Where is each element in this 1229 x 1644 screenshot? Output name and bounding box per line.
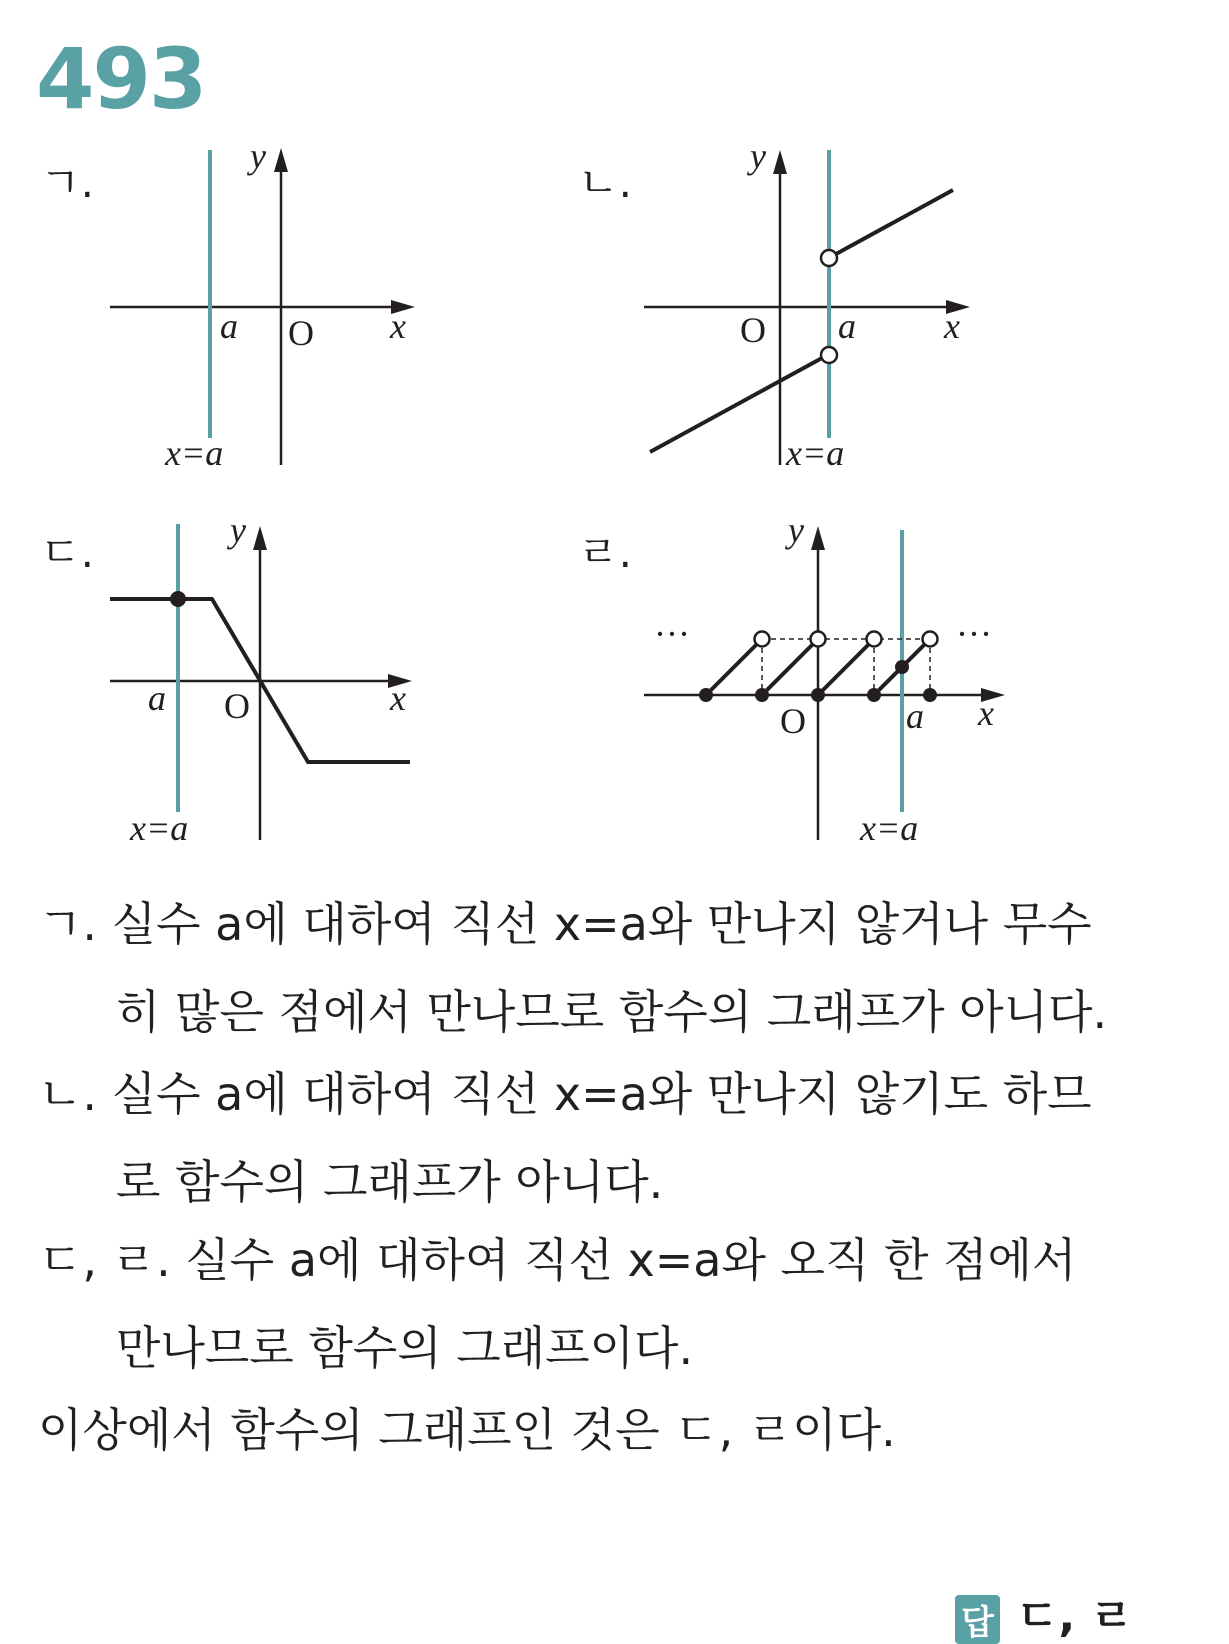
explanation-cd	[38, 1216, 1076, 1392]
conclusion: 이상에서 함수의 그래프인 것은 ㄷ, ㄹ이다.	[38, 1403, 896, 1457]
sawtooth-graph	[706, 644, 925, 695]
y-label: y	[788, 510, 804, 550]
x-label: x	[978, 693, 994, 733]
explanation-a	[38, 880, 1107, 1056]
origin-label: O	[740, 310, 766, 350]
closed-point	[867, 688, 881, 702]
origin-label: O	[288, 313, 314, 353]
explanation-line: 실수 a에 대하여 직선 x=a와 만나지 않거나 무수	[111, 897, 1092, 951]
a-label: a	[148, 678, 166, 718]
closed-point	[811, 688, 825, 702]
ellipsis-left: ···	[654, 614, 690, 654]
x-label: x	[390, 306, 406, 346]
explanation-line: 만나므로 함수의 그래프이다.	[116, 1321, 694, 1375]
explanation-line: 실수 a에 대하여 직선 x=a와 만나지 않기도 하므	[111, 1067, 1092, 1121]
explanation-line: 히 많은 점에서 만나므로 함수의 그래프가 아니다.	[116, 985, 1108, 1039]
open-point	[923, 632, 938, 647]
explanation-b	[38, 1050, 1092, 1226]
closed-point	[923, 688, 937, 702]
closed-point	[755, 688, 769, 702]
explanation-label: ㄷ, ㄹ.	[38, 1233, 171, 1287]
a-label: a	[906, 696, 924, 736]
problem-number: 493	[36, 30, 206, 128]
intersection-point	[895, 660, 909, 674]
graph-label-c: ㄷ.	[40, 528, 94, 577]
explanation-label: ㄴ.	[38, 1067, 98, 1121]
open-point	[811, 632, 826, 647]
line-label: x=a	[130, 808, 189, 848]
upper-ray	[836, 190, 953, 254]
y-arrow-icon	[253, 526, 267, 550]
open-point	[867, 632, 882, 647]
explanation-line: 실수 a에 대하여 직선 x=a와 오직 한 점에서	[185, 1233, 1077, 1287]
line-label: x=a	[165, 433, 224, 473]
open-point	[755, 632, 770, 647]
origin-label: O	[780, 701, 806, 741]
graph-label-d: ㄹ.	[578, 528, 632, 577]
answer-value: ㄷ, ㄹ	[1015, 1591, 1133, 1642]
closed-point	[699, 688, 713, 702]
graph-label-a: ㄱ.	[40, 158, 94, 207]
closed-point	[170, 591, 186, 607]
explanation-line: 로 함수의 그래프가 아니다.	[116, 1155, 664, 1209]
line-label: x=a	[786, 433, 845, 473]
graph-label-b: ㄴ.	[578, 158, 632, 207]
answer-badge: 답	[955, 1595, 1000, 1644]
origin-label: O	[224, 686, 250, 726]
y-label: y	[230, 510, 246, 550]
explanation-label: ㄱ.	[38, 897, 98, 951]
y-label: y	[750, 136, 766, 176]
answer	[955, 1580, 1133, 1644]
line-label: x=a	[860, 808, 919, 848]
a-label: a	[220, 306, 238, 346]
x-label: x	[944, 306, 960, 346]
y-arrow-icon	[773, 150, 787, 174]
a-label: a	[838, 306, 856, 346]
open-point	[821, 347, 837, 363]
open-point	[821, 250, 837, 266]
y-label: y	[250, 136, 266, 176]
y-arrow-icon	[811, 526, 825, 550]
y-arrow-icon	[274, 148, 288, 172]
x-label: x	[390, 678, 406, 718]
ellipsis-right: ···	[956, 614, 992, 654]
